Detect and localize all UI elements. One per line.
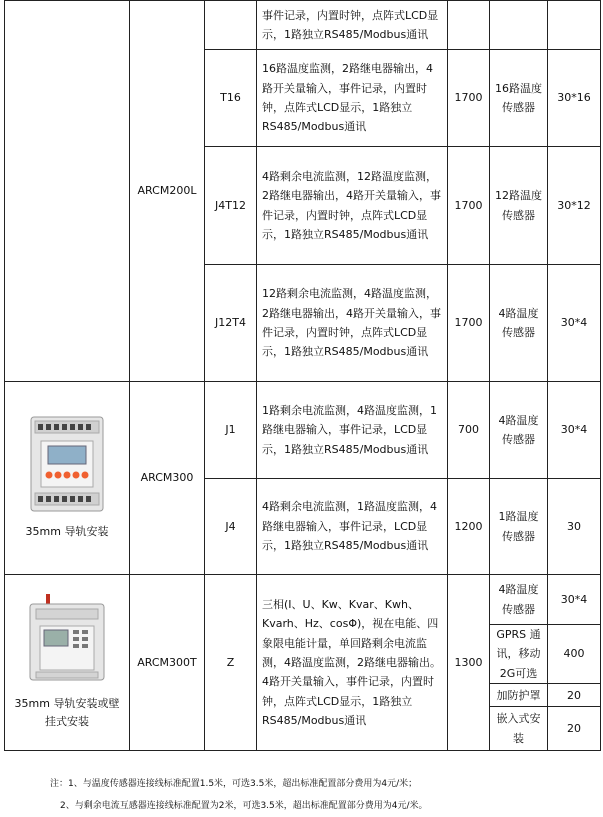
product-image-cell	[5, 382, 130, 575]
spec-cell: J12T4	[205, 265, 257, 382]
desc-cell: 4路剩余电流监测，1路温度监测，4路继电器输入，事件记录，LCD显示，1路独立RS485/Modbus通讯	[257, 479, 448, 575]
size-cell: 30*16	[548, 50, 601, 147]
sensor-cell: 4路温度传感器	[490, 382, 548, 479]
desc-cell: 16路温度监测，2路继电器输出，4路开关量输入，事件记录，内置时钟，点阵式LCD显示，1路独立RS485/Modbus通讯	[257, 50, 448, 147]
sensor-cell: 16路温度传感器	[490, 50, 548, 147]
desc-cell: 三相(I、U、Kw、Kvar、Kwh、Kvarh、Hz、cosΦ)，视在电能、四象限电能计量，单回路剩余电流监测，4路温度监测，2路继电器输出。4路开关量输入，事件记录，内置时钟，点阵式LCD显示，1路独立RS485/Modbus通讯	[257, 575, 448, 751]
option-value: 20	[548, 707, 601, 751]
sensor-cell: 1路温度传感器	[490, 479, 548, 575]
model-cell: ARCM300T	[130, 575, 205, 751]
option-value: 30*4	[548, 575, 601, 625]
model-cell: ARCM300	[130, 382, 205, 575]
model-cell: ARCM200L	[130, 1, 205, 382]
spec-cell: J4	[205, 479, 257, 575]
footnote-2: 2、与剩余电流互感器连接线标准配置为2米，可选3.5米，超出标准配置部分费用为4元/米。	[60, 801, 428, 811]
option-name: 4路温度传感器	[490, 575, 548, 625]
desc-cell: 事件记录，内置时钟，点阵式LCD显示，1路独立RS485/Modbus通讯	[257, 1, 448, 50]
price-cell: 1700	[448, 147, 490, 265]
sensor-cell: 12路温度传感器	[490, 147, 548, 265]
image-cell-empty	[5, 1, 130, 382]
product-spec-table	[4, 0, 601, 751]
option-value: 20	[548, 684, 601, 707]
table-row	[5, 382, 601, 479]
table-row	[5, 575, 601, 625]
footnote-1: 注：1、与温度传感器连接线标准配置1.5米，可选3.5米，超出标准配置部分费用为4元/米；	[50, 779, 418, 789]
install-caption: 35mm 导轨安装	[25, 525, 109, 539]
spec-cell: Z	[205, 575, 257, 751]
sensor-cell: 4路温度传感器	[490, 265, 548, 382]
desc-cell: 4路剩余电流监测，12路温度监测，2路继电器输出，4路开关量输入，事件记录，内置时钟，点阵式LCD显示，1路独立RS485/Modbus通讯	[257, 147, 448, 265]
price-cell: 1200	[448, 479, 490, 575]
price-cell: 1300	[448, 575, 490, 751]
table-row	[5, 1, 601, 50]
size-cell: 30*4	[548, 382, 601, 479]
option-name: GPRS 通讯，移动2G可选	[490, 625, 548, 684]
din-rail-meter-image	[27, 415, 107, 513]
footnotes	[50, 773, 600, 817]
size-cell: 30*4	[548, 265, 601, 382]
price-cell: 1700	[448, 50, 490, 147]
desc-cell: 12路剩余电流监测，4路温度监测，2路继电器输出，4路开关量输入，事件记录，内置时钟，点阵式LCD显示，1路独立RS485/Modbus通讯	[257, 265, 448, 382]
spec-cell: J1	[205, 382, 257, 479]
option-value: 400	[548, 625, 601, 684]
option-name: 加防护罩	[490, 684, 548, 707]
price-cell: 1700	[448, 265, 490, 382]
product-image-cell	[5, 575, 130, 751]
spec-cell: J4T12	[205, 147, 257, 265]
spec-cell: T16	[205, 50, 257, 147]
size-cell: 30*12	[548, 147, 601, 265]
price-cell: 700	[448, 382, 490, 479]
size-cell: 30	[548, 479, 601, 575]
desc-cell: 1路剩余电流监测，4路温度监测，1路继电器输入，事件记录，LCD显示，1路独立RS485/Modbus通讯	[257, 382, 448, 479]
wall-mount-meter-image	[26, 594, 108, 684]
spec-cell-empty	[205, 1, 257, 50]
install-caption: 35mm 导轨安装或壁挂式安装	[14, 696, 120, 728]
option-name: 嵌入式安装	[490, 707, 548, 751]
